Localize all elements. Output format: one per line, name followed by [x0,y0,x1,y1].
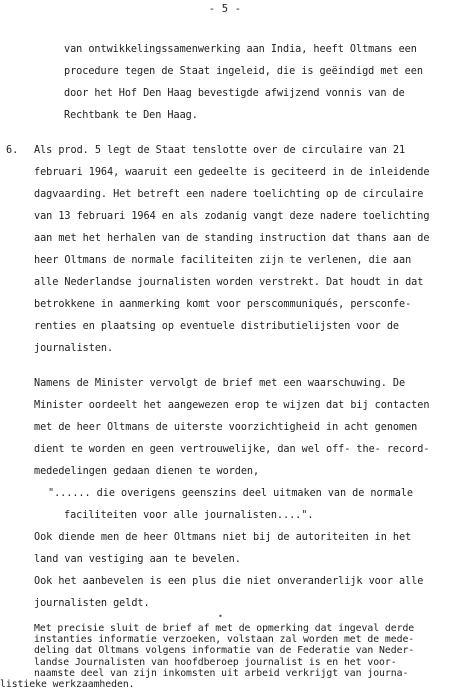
quote-line: faciliteiten voor alle journalisten....". [64,510,314,521]
text-line: dagvaarding. Het betreft een nadere toelichting op de circulaire [34,189,424,200]
text-line: procedure tegen de Staat ingeleid, die is geëindigd met een [64,66,423,77]
quote-line: "...... die overigens geenszins deel uitmaken van de normale [48,488,414,499]
text-line: land van vestiging aan te bevelen. [34,554,241,565]
text-line: alle Nederlandse journalisten worden verstrekt. Dat houdt in dat [34,277,424,288]
text-line: van 13 februari 1964 en als zodanig vangt deze nadere toelichting [34,211,430,222]
text-line: dient te worden en geen vertrouwelijke, dan wel off- the- record- [34,444,430,455]
text-line: Ook diende men de heer Oltmans niet bij de autoriteiten in het [34,532,412,543]
text-line: Rechtbank te Den Haag. [64,110,198,121]
text-line: listieke werkzaamheden. [0,679,135,690]
text-line: Met precisie sluit de brief af met de opmerking dat ingeval derde [34,623,415,634]
text-line: renties en plaatsing op eventuele distributielijsten voor de [34,321,400,332]
text-line: deling dat Oltmans volgens informatie van de Federatie van Neder- [34,645,415,657]
text-line: van ontwikkelingssamenwerking aan India, heeft Oltmans een [64,44,417,55]
text-line: journalisten geldt. [34,598,150,609]
text-line: heer Oltmans de normale faciliteiten zijn te verlenen, die aan [34,255,412,266]
text-line: mededelingen gedaan dienen te worden, [34,466,260,477]
text-line: Als prod. 5 legt de Staat tenslotte over de circulaire van 21 [34,145,406,156]
item-number: 6. [6,145,19,156]
text-line: naamste deel van zijn inkomsten uit arbeid verkrijgt van journa- [34,667,409,679]
text-line: februari 1964, waaruit een gedeelte is geciteerd in de inleidende [34,167,430,178]
page-number: - 5 - [208,3,242,15]
text-line: journalisten. [34,343,114,354]
text-line: instanties informatie verzoeken, volstaan zal worden met de mede- [34,634,415,646]
text-line: Ook het aanbevelen is een plus die niet onveranderlijk voor alle [34,576,424,587]
text-line: met de heer Oltmans de uiterste voorzichtigheid in acht genomen [34,422,418,433]
text-line: Minister oordeelt het aangewezen erop te wijzen dat bij contacten [34,400,430,411]
text-line: aan met het herhalen van de standing instruction dat thans aan de [34,233,430,244]
text-line: betrokkene in aanmerking komt voor perscommuniqués, persconfe- [34,299,412,310]
stray-mark: • [218,612,223,621]
text-line: Namens de Minister vervolgt de brief met een waarschuwing. De [34,378,406,389]
text-line: door het Hof Den Haag bevestigde afwijzend vonnis van de [64,88,405,99]
text-line: landse Journalisten van hoofdberoep journalist is en het voor- [34,656,397,668]
